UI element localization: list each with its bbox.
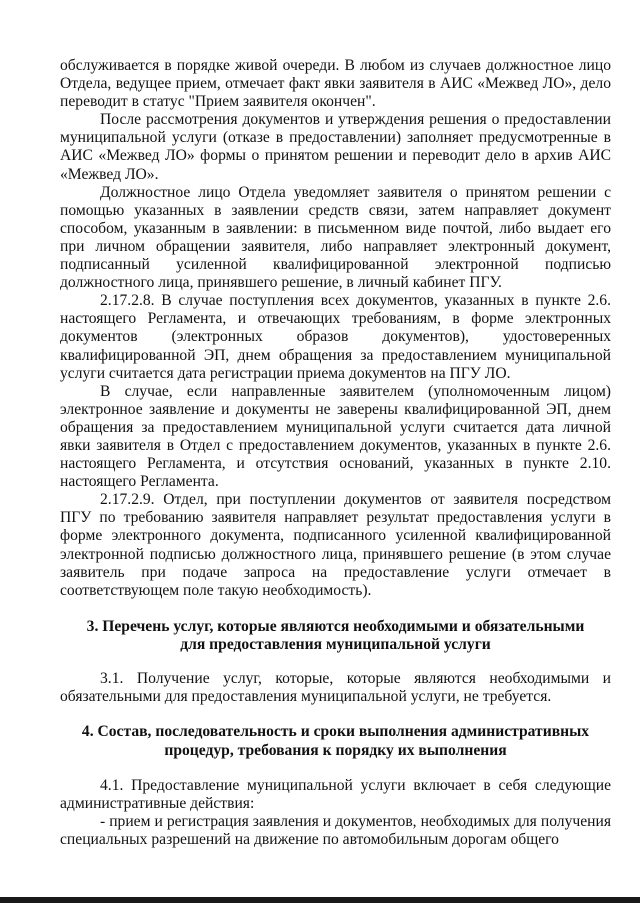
section-4-heading-line1: 4. Состав, последовательность и сроки выполнения административных [81,723,590,740]
section-3-heading-line1: 3. Перечень услуг, которые являются необходимыми и обязательными [86,617,585,635]
section-3-heading-line2: для предоставления муниципальной услуги [180,636,491,654]
paragraph-live-queue: обслуживается в порядке живой очереди. В любом из случаев должностное лицо Отдела, ведущее прием, отмечает факт явки заявителя в АИС «Межвед ЛО», дело переводит в статус "Прием заявителя окончен". [60,57,611,111]
paragraph-4-1: 4.1. Предоставление муниципальной услуги включает в себя следующие административные действия: [60,777,611,813]
section-4-heading-line2: процедур, требования к порядку их выполнения [164,741,507,759]
document-page [60,57,611,849]
paragraph-3-1: 3.1. Получение услуг, которые, которые являются необходимыми и обязательными для предоставления муниципальной услуги, не требуется. [60,669,611,705]
paragraph-2-17-2-8: 2.17.2.8. В случае поступления всех документов, указанных в пункте 2.6. настоящего Регламента, и отвечающих требованиям, в форме электронных документов (электронных образов документов), удостоверенных квалифицированной ЭП, днем обращения за предоставлением муниципальной услуги считается дата регистрации приема документов на ПГУ ЛО. [60,292,611,382]
paragraph-unsigned-documents: В случае, если направленные заявителем (уполномоченным лицом) электронное заявление и документы не заверены квалифицированной ЭП, днем обращения за предоставлением муниципальной услуги считается дата личной явки заявителя в Отдел с предоставлением документов, указанных в пункте 2.6. настоящего Регламента, и отсутствия оснований, указанных в пункте 2.10. настоящего Регламента. [60,382,611,491]
paragraph-2-17-2-9: 2.17.2.9. Отдел, при поступлении документов от заявителя посредством ПГУ по требованию заявителя направляет результат предоставления услуги в форме электронного документа, подписанного усиленной квалифицированной электронной подписью должностного лица, принявшего решение (в этом случае заявитель при подаче запроса на предоставление услуги отмечает в соответствующем поле такую необходимость). [60,491,611,599]
paragraph-decision-archive: После рассмотрения документов и утверждения решения о предоставлении муниципальной услуги (отказе в предоставлении) заполняет предусмотренные в АИС «Межвед ЛО» формы о принятом решении и переводит дело в архив АИС «Межвед ЛО». [60,111,611,183]
section-3-heading [60,618,611,655]
scan-bottom-edge [0,897,640,903]
section-4-heading [60,723,611,760]
paragraph-notify-applicant: Должностное лицо Отдела уведомляет заявителя о принятом решении с помощью указанных в заявлении средств связи, затем направляет документ способом, указанным в заявлении: в письменном виде почтой, либо выдает его при личном обращении заявителя, либо направляет электронный документ, подписанный усиленной квалифицированной электронной подписью должностного лица, принявшего решение, в личный кабинет ПГУ. [60,183,611,292]
paragraph-4-1-item: - прием и регистрация заявления и документов, необходимых для получения специальных разрешений на движение по автомобильным дорогам общего [60,813,611,849]
